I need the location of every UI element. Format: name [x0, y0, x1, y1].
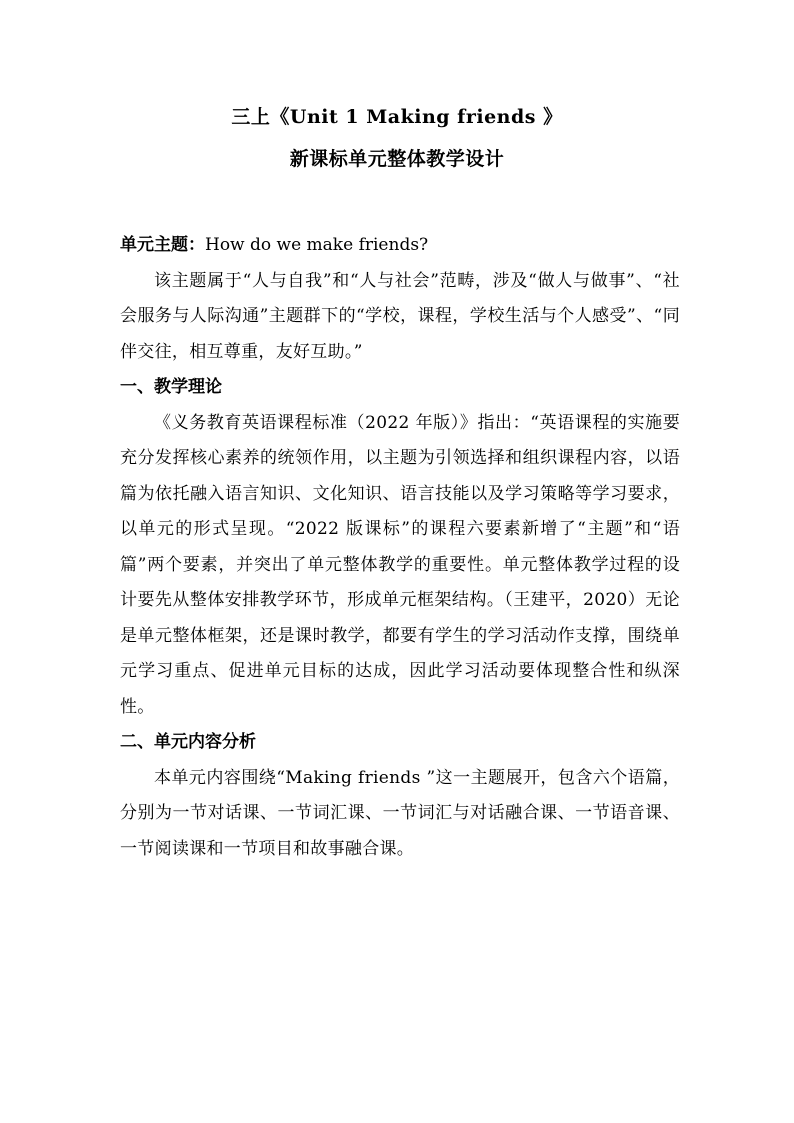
document-subtitle: 新课标单元整体教学设计 — [289, 148, 505, 170]
theme-paragraph: 该主题属于“人与自我”和“人与社会”范畴，涉及“做人与做事”、“社会服务与人际沟通”主题群下的“学校，课程，学校生活与个人感受”、“同伴交往，相互尊重，友好互助。” — [120, 270, 680, 362]
content-analysis-paragraph: 本单元内容围绕“Making friends ”这一主题展开，包含六个语篇，分别为一节对话课、一节词汇课、一节词汇与对话融合课、一节语音课、一节阅读课和一节项目和故事融合课。 — [120, 767, 680, 859]
document-title: 三上《Unit 1 Making friends 》 — [231, 106, 563, 128]
unit-theme-label: 单元主题： — [120, 235, 205, 255]
section-heading-content-analysis: 二、单元内容分析 — [120, 732, 256, 752]
unit-theme-line — [120, 228, 680, 264]
section-heading-teaching-theory: 一、教学理论 — [120, 377, 222, 397]
document-body — [120, 228, 680, 867]
unit-theme-value: How do we make friends? — [205, 235, 429, 255]
teaching-theory-paragraph: 《义务教育英语课程标准（2022 年版）》指出：“英语课程的实施要充分发挥核心素养的统领作用，以主题为引领选择和组织课程内容，以语篇为依托融入语言知识、文化知识、语言技能以及学习策略等学习要求，以单元的形式呈现。“2022 版课标”的课程六要素新增了“主题”和“语篇”两个要素，并突出了单元整体教学的重要性。单元整体教学过程的设计要先从整体安排教学环节，形成单元框架结构。（王建平，2020）无论是单元整体框架，还是课时教学，都要有学生的学习活动作支撑，围绕单元学习重点、促进单元目标的达成，因此学习活动要体现整合性和纵深性。 — [120, 412, 680, 717]
